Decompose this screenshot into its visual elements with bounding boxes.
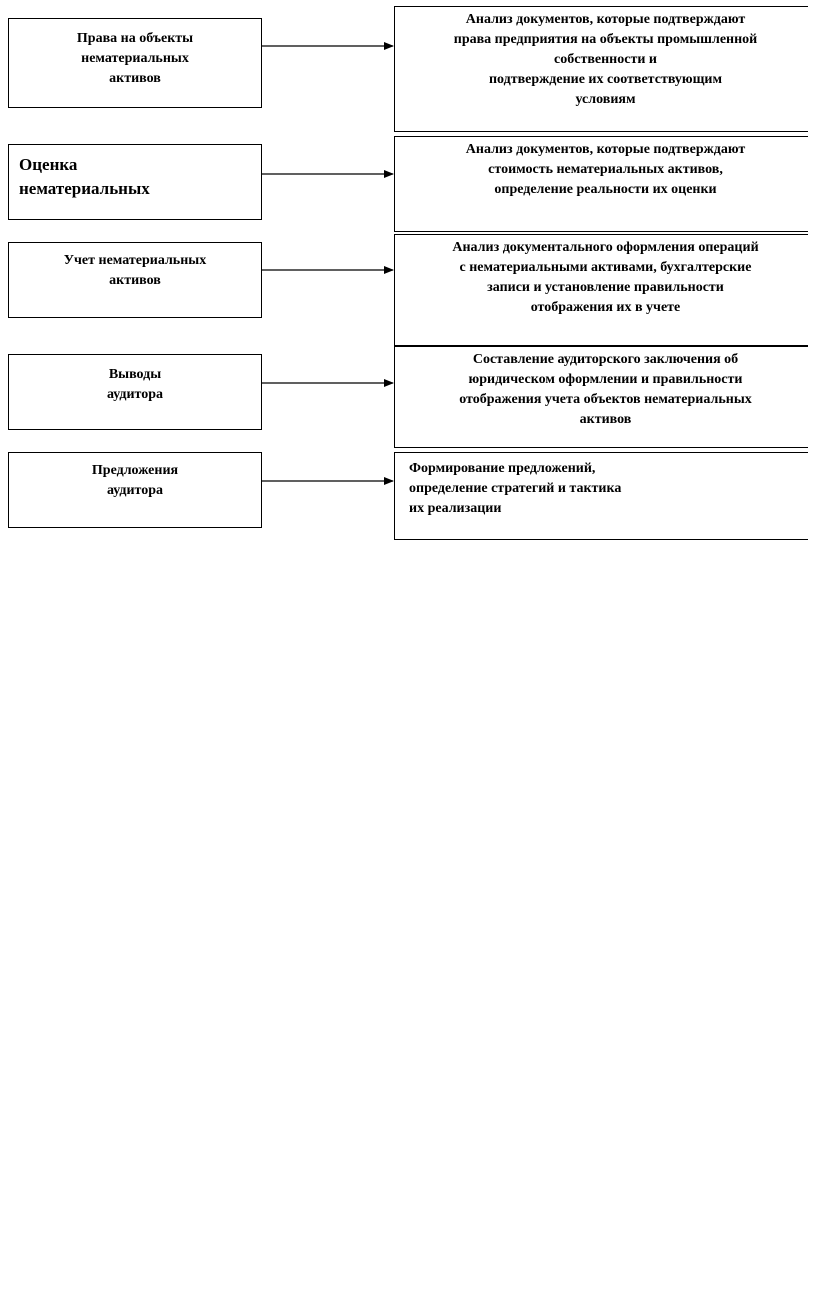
stage-box-rights xyxy=(8,18,262,108)
description-line: их реализации xyxy=(409,501,502,516)
stage-label-line: Учет нематериальных xyxy=(63,253,207,268)
description-box-valuation xyxy=(394,136,808,232)
description-line: записи и установление правильности xyxy=(487,280,724,295)
description-line: юридическом оформлении и правильности xyxy=(468,372,743,387)
stage-label-line: Права на объекты xyxy=(76,31,194,46)
description-line: активов xyxy=(579,412,632,427)
description-line: отображения их в учете xyxy=(530,300,681,315)
stage-label-line: аудитора xyxy=(106,483,164,498)
description-line: собственности и xyxy=(554,52,657,67)
description-line: с нематериальными активами, бухгалтерские xyxy=(459,260,752,275)
stage-label-line: Выводы xyxy=(108,367,162,382)
description-box-accounting xyxy=(394,234,808,346)
stage-box-accounting xyxy=(8,242,262,318)
description-box-proposals xyxy=(394,452,808,540)
description-line: стоимость нематериальных активов, xyxy=(488,162,723,177)
description-line: Анализ документов, которые подтверждают xyxy=(465,12,746,27)
description-line: определение реальности их оценки xyxy=(494,182,717,197)
stage-label-line: активов xyxy=(109,273,161,288)
description-line: права предприятия на объекты промышленной xyxy=(453,32,758,47)
stage-label-line: активов xyxy=(109,71,161,86)
stage-box-proposals xyxy=(8,452,262,528)
stage-label-line: Оценка xyxy=(19,155,78,174)
stage-box-conclusions xyxy=(8,354,262,430)
description-line: подтверждение их соответствующим xyxy=(488,72,723,87)
description-box-rights xyxy=(394,6,808,132)
description-line: Формирование предложений, xyxy=(409,461,596,476)
description-line: Составление аудиторского заключения об xyxy=(472,352,739,367)
description-line: Анализ документального оформления операций xyxy=(452,240,759,255)
stage-label-line: нематериальных xyxy=(81,51,189,66)
description-line: условиям xyxy=(575,92,636,107)
description-line: определение стратегий и тактика xyxy=(409,481,622,496)
stage-label-line: аудитора xyxy=(106,387,164,402)
description-line: отображения учета объектов нематериальных xyxy=(459,392,752,407)
description-line: Анализ документов, которые подтверждают xyxy=(465,142,746,157)
stage-label-line: Предложения xyxy=(91,463,179,478)
stage-label-line: нематериальных xyxy=(19,179,150,198)
description-box-conclusions xyxy=(394,346,808,448)
stage-box-valuation xyxy=(8,144,262,220)
